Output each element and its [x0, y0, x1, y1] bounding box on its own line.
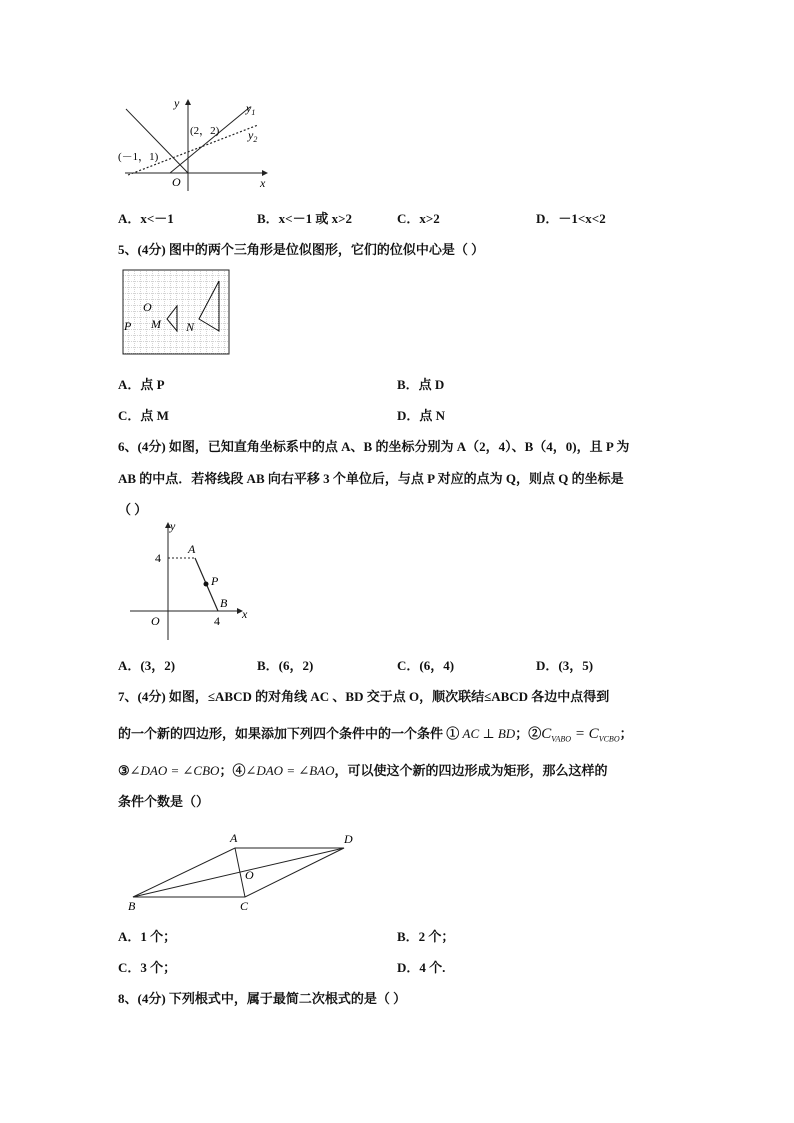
q7-cond2-left-sub: VABO	[551, 734, 572, 744]
q7-stem-line2	[118, 723, 633, 744]
q7-option-a: A．1 个；	[118, 929, 177, 944]
q7-parallelogram-figure	[122, 826, 362, 914]
y2-label: $y_2$	[248, 128, 258, 144]
y-label: y	[170, 519, 176, 533]
x-axis-label: x	[260, 176, 266, 190]
origin-label: O	[151, 614, 160, 628]
q6-option-b: B．(6，2)	[257, 658, 314, 673]
label-o: O	[245, 868, 254, 882]
tick-y-4: 4	[155, 551, 161, 565]
q4-figure	[110, 95, 280, 195]
q6-stem-line2: AB 的中点．若将线段 AB 向右平移 3 个单位后，与点 P 对应的点为 Q，则点 Q 的坐标是	[118, 471, 624, 486]
q6-figure	[125, 518, 255, 644]
q7-line2-sep: ；②	[515, 726, 542, 741]
q7-line2-end: ；	[619, 726, 633, 741]
label-n: N	[186, 320, 195, 334]
y-axis-label: y	[174, 96, 180, 110]
x-label: x	[242, 607, 248, 621]
q7-option-c: C．3 个；	[118, 960, 177, 975]
y-arrow	[185, 99, 191, 105]
q7-line2-text: 的一个新的四边形，如果添加下列四个条件中的一个条件 ①	[118, 726, 460, 741]
point-neg1-1-label: (－1，1)	[118, 151, 159, 163]
q7-option-d: D．4 个.	[397, 960, 446, 975]
label-b: B	[128, 899, 136, 913]
diagonal-bd	[133, 848, 344, 897]
label-c: C	[240, 899, 249, 913]
q6-stem-line3: （ ）	[118, 502, 148, 517]
point-p	[204, 582, 209, 587]
line-y3	[126, 109, 188, 173]
grid-background	[123, 270, 229, 354]
q6-option-d: D．(3，5)	[536, 658, 594, 673]
q4-option-a: A．x<－1	[118, 211, 174, 226]
q4-option-b: B．x<－1 或 x>2	[257, 211, 352, 226]
q5-option-a: A．点 P	[118, 377, 165, 392]
label-b: B	[220, 596, 228, 610]
q4-option-c: C．x>2	[397, 211, 440, 226]
q7-stem-line1: 7、(4分) 如图，≤ABCD 的对角线 AC 、BD 交于点 O，顺次联结≤ABCD 各边中点得到	[118, 689, 610, 704]
q5-option-c: C．点 M	[118, 408, 169, 423]
q6-option-a: A．(3，2)	[118, 658, 176, 673]
label-a: A	[188, 542, 196, 556]
q5-option-d: D．点 N	[397, 408, 446, 423]
y1-label: $y_1$	[246, 101, 256, 117]
tick-x-4: 4	[214, 614, 220, 628]
q7-line3-rest: ，可以使这个新的四边形成为矩形，那么这样的	[334, 763, 608, 778]
q7-line3-sep: ；④	[219, 763, 246, 778]
q7-stem-line4: 条件个数是（）	[118, 794, 210, 809]
q4-option-d: D．－1<x<2	[536, 211, 606, 226]
label-d: D	[344, 832, 353, 846]
q6-stem-line1: 6、(4分) 如图，已知直角坐标系中的点 A、B 的坐标分别为 A（2，4）、B（4，0)，且 P 为	[118, 439, 630, 454]
label-a: A	[230, 831, 238, 845]
q5-stem: 5、(4分) 图中的两个三角形是位似图形，它们的位似中心是（ ）	[118, 242, 485, 257]
q7-line3-num: ③	[118, 763, 130, 778]
q7-cond3: ∠DAO = ∠CBO	[129, 763, 220, 778]
q8-stem: 8、(4分) 下列根式中，属于最简二次根式的是（ ）	[118, 991, 407, 1006]
label-m: M	[151, 317, 161, 331]
label-o: O	[143, 300, 152, 314]
q7-cond2-right: = C	[571, 726, 599, 742]
q7-option-b: B．2 个；	[397, 929, 455, 944]
q7-cond2-left: C	[541, 726, 552, 742]
point-2-2-label: (2，2)	[190, 125, 220, 137]
label-p: P	[211, 574, 219, 588]
q7-cond4: ∠DAO = ∠BAO	[245, 763, 335, 778]
q5-grid-figure	[122, 269, 230, 355]
origin-label: O	[172, 175, 181, 189]
q5-option-b: B．点 D	[397, 377, 445, 392]
q7-cond2-right-sub: VCBO	[598, 734, 620, 744]
q6-option-c: C．(6，4)	[397, 658, 455, 673]
line-y1	[170, 107, 250, 173]
label-p: P	[124, 319, 132, 333]
q7-cond1: AC ⊥ BD	[462, 726, 516, 741]
q7-stem-line3	[118, 760, 608, 779]
